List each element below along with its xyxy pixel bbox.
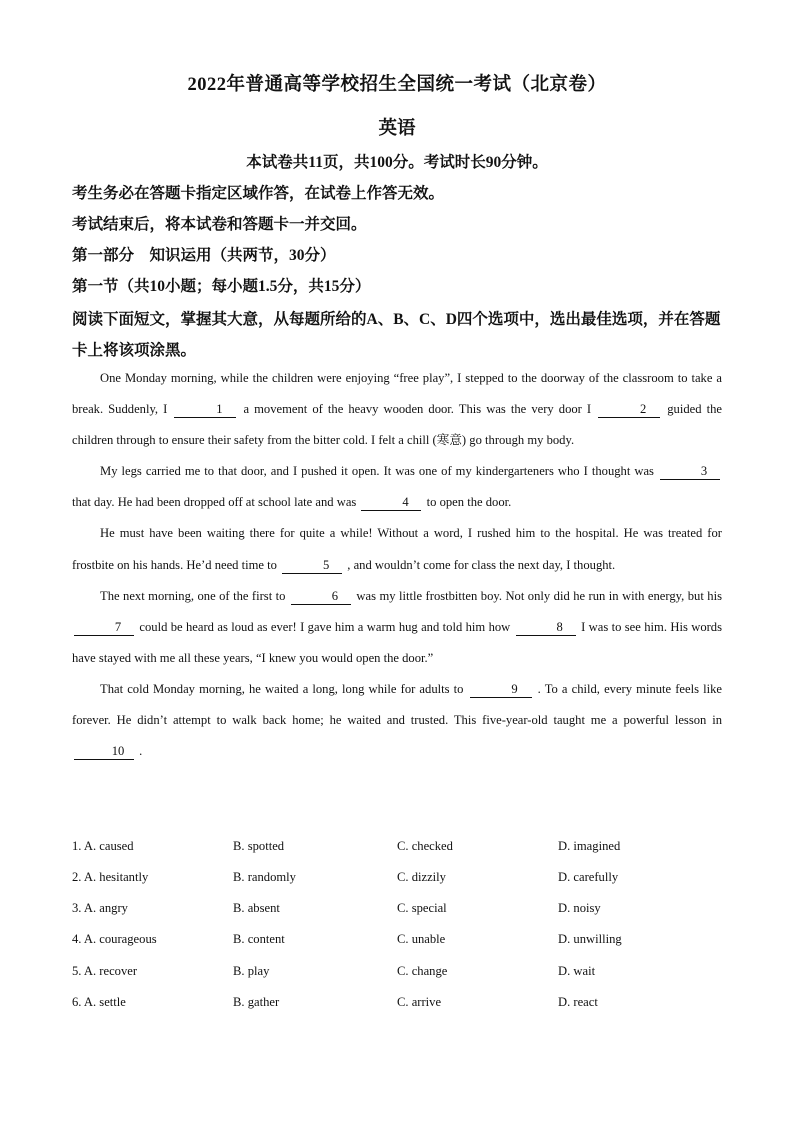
option-a: 2. A. hesitantly xyxy=(72,870,149,884)
paragraph-1 xyxy=(72,363,722,456)
text: was my little frostbitten boy. Not only did he run in with energy, but his xyxy=(356,588,722,603)
subject-heading: 英语 xyxy=(378,119,416,139)
option-a: 3. A. angry xyxy=(72,901,128,915)
option-b: B. randomly xyxy=(233,870,296,884)
option-c: C. dizzily xyxy=(397,870,446,884)
question-3-options xyxy=(72,901,732,921)
blank-8: 8 xyxy=(516,620,576,636)
text: to open the door. xyxy=(426,495,512,510)
option-d: D. react xyxy=(558,995,598,1009)
cloze-passage xyxy=(72,363,722,767)
question-1-options xyxy=(72,839,732,859)
option-d: D. carefully xyxy=(558,870,619,884)
text: The next morning, one of the first to xyxy=(100,588,286,603)
blank-2: 2 xyxy=(598,402,660,418)
option-a: 4. A. courageous xyxy=(72,932,157,946)
option-d: D. noisy xyxy=(558,901,601,915)
exam-title: 2022年普通高等学校招生全国统一考试（北京卷） xyxy=(187,75,607,95)
option-c: C. special xyxy=(397,901,447,915)
instruction-note-2: 考试结束后，将本试卷和答题卡一并交回。 xyxy=(72,216,367,233)
text: could be heard as loud as ever! I gave him a warm hug and told him how xyxy=(139,619,511,634)
blank-7: 7 xyxy=(74,620,134,636)
text: That cold Monday morning, he waited a long, long while for adults to xyxy=(100,681,464,696)
blank-4: 4 xyxy=(361,495,421,511)
option-c: C. change xyxy=(397,964,448,978)
paragraph-4 xyxy=(72,581,722,674)
part-heading: 第一部分 知识运用（共两节，30分） xyxy=(72,247,336,264)
option-b: B. play xyxy=(233,964,270,978)
option-d: D. imagined xyxy=(558,839,621,853)
blank-3: 3 xyxy=(660,464,720,480)
option-d: D. wait xyxy=(558,964,596,978)
section-heading: 第一节（共10小题；每小题1.5分，共15分） xyxy=(72,278,371,295)
question-6-options xyxy=(72,995,732,1015)
option-b: B. content xyxy=(233,932,285,946)
instruction-note-1: 考生务必在答题卡指定区域作答，在试卷上作答无效。 xyxy=(72,185,445,202)
blank-6: 6 xyxy=(291,589,351,605)
blank-5: 5 xyxy=(282,558,342,574)
question-2-options xyxy=(72,870,732,890)
text: that day. He had been dropped off at school late and was xyxy=(72,495,357,510)
text: a movement of the heavy wooden door. This was the very door I xyxy=(243,402,592,417)
reading-instruction: 阅读下面短文，掌握其大意，从每题所给的A、B、C、D四个选项中，选出最佳选项，并在答题卡上将该项涂黑。 xyxy=(72,311,721,359)
option-d: D. unwilling xyxy=(558,932,622,946)
option-c: C. arrive xyxy=(397,995,442,1009)
paragraph-2 xyxy=(72,456,722,518)
option-c: C. unable xyxy=(397,932,446,946)
blank-9: 9 xyxy=(470,682,532,698)
text: , and wouldn’t come for class the next day, I thought. xyxy=(347,557,616,572)
text: My legs carried me to that door, and I pushed it open. It was one of my kindergarteners who I thought was xyxy=(100,464,654,479)
question-5-options xyxy=(72,964,732,984)
text: . To a child, every minute feels like forever. He didn’t attempt to walk back home; he waited and trusted. This five-year-old taught me a powerful lesson in xyxy=(72,681,723,728)
option-a: 6. A. settle xyxy=(72,995,126,1009)
text: guided the children through to ensure their safety from the bitter cold. I felt a chill (寒意) go through my body. xyxy=(72,402,722,448)
option-b: B. spotted xyxy=(233,839,285,853)
option-b: B. absent xyxy=(233,901,280,915)
text: . xyxy=(139,744,143,759)
option-a: 1. A. caused xyxy=(72,839,134,853)
option-b: B. gather xyxy=(233,995,280,1009)
blank-1: 1 xyxy=(174,402,236,418)
option-a: 5. A. recover xyxy=(72,964,138,978)
text: One Monday morning, while the children were enjoying “free play”, I stepped to the doorway of the classroom to take a break. Suddenly, I xyxy=(72,371,722,417)
text: I was to see him. His words have stayed with me all these years, “I knew you would open the door.” xyxy=(72,619,723,665)
exam-info: 本试卷共11页，共100分。考试时长90分钟。 xyxy=(246,154,548,171)
text: He must have been waiting there for quite a while! Without a word, I rushed him to the hospital. He was treated for frostbite on his hands. He’d need time to xyxy=(72,526,722,572)
option-c: C. checked xyxy=(397,839,453,853)
paragraph-5 xyxy=(72,674,722,767)
blank-10: 10 xyxy=(74,744,134,760)
paragraph-3 xyxy=(72,518,722,580)
question-4-options xyxy=(72,932,732,952)
